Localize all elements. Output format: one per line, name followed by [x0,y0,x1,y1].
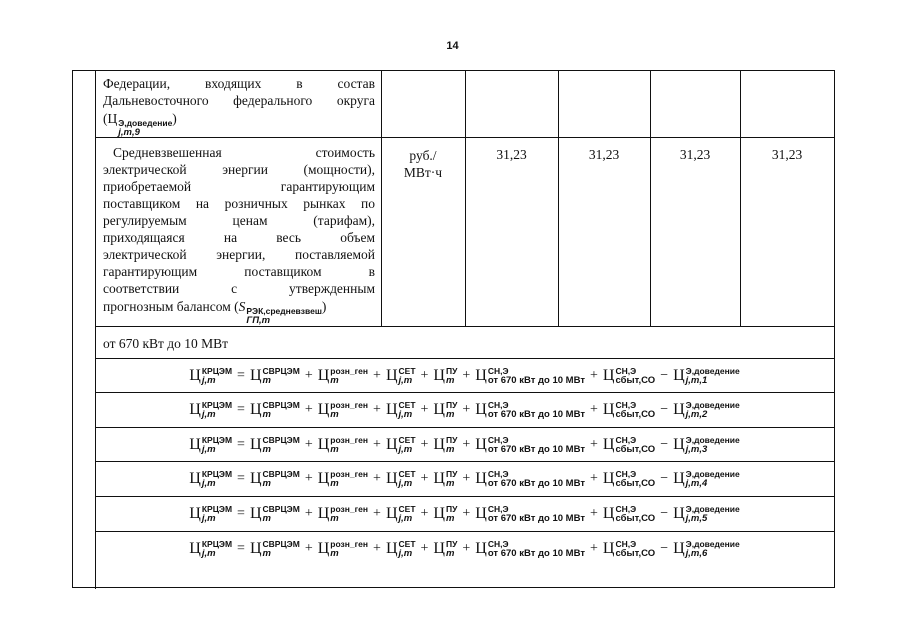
row-top-line: Дальневосточного федерального округа [103,93,375,108]
table-divider [465,71,466,326]
section-title: от 670 кВт до 10 МВт [103,336,229,351]
value-cell: 31,23 [679,147,711,162]
weighted-description: Средневзвешенная стоимость электрической энергии (мощности), приобретаемой гарантирующим поставщиком на розничных рынках по регулируемым ценам (тарифам), приходящаяся на весь объем электрической энергии, поставляемой гарантирующим поставщиком в соответствии с утвержденным прогнозным балансом (S РЭК,средневзвеш ГП,m ) [103,145,375,326]
formula-row: Ц КРЦЭМ j,m = Ц СВРЦЭМ m + Ц розн_ген m + Ц СЕТ j,m + Ц ПУ m + Ц СН,Э от 670 кВт до 10 МВт + Ц СН,Э сбыт,СО − Ц Э,доведение j,m,5 [189,504,740,524]
value-cell: 31,23 [588,147,620,162]
table-divider [95,137,834,138]
formula-row: Ц КРЦЭМ j,m = Ц СВРЦЭМ m + Ц розн_ген m + Ц СЕТ j,m + Ц ПУ m + Ц СН,Э от 670 кВт до 10 МВт + Ц СН,Э сбыт,СО − Ц Э,доведение j,m,4 [189,469,740,489]
formula-row: Ц КРЦЭМ j,m = Ц СВРЦЭМ m + Ц розн_ген m + Ц СЕТ j,m + Ц ПУ m + Ц СН,Э от 670 кВт до 10 МВт + Ц СН,Э сбыт,СО − Ц Э,доведение j,m,6 [189,539,740,559]
formula-row: Ц КРЦЭМ j,m = Ц СВРЦЭМ m + Ц розн_ген m + Ц СЕТ j,m + Ц ПУ m + Ц СН,Э от 670 кВт до 10 МВт + Ц СН,Э сбыт,СО − Ц Э,доведение j,m,3 [189,435,740,455]
table-divider [95,326,834,327]
unit-cell: руб./ МВт·ч [403,148,443,180]
value-cell: 31,23 [771,147,803,162]
table-divider [650,71,651,326]
table-divider [558,71,559,326]
table-divider [740,71,741,326]
formula-row: Ц КРЦЭМ j,m = Ц СВРЦЭМ m + Ц розн_ген m + Ц СЕТ j,m + Ц ПУ m + Ц СН,Э от 670 кВт до 10 МВт + Ц СН,Э сбыт,СО − Ц Э,доведение j,m,1 [189,366,740,386]
row-top-line: Федерации, входящих в состав [103,76,375,91]
table-divider [381,71,382,326]
tariff-table [72,70,835,588]
value-cell: 31,23 [496,147,527,162]
formula-row: Ц КРЦЭМ j,m = Ц СВРЦЭМ m + Ц розн_ген m + Ц СЕТ j,m + Ц ПУ m + Ц СН,Э от 670 кВт до 10 МВт + Ц СН,Э сбыт,СО − Ц Э,доведение j,m,2 [189,400,740,420]
page-number: 14 [446,40,459,52]
row-top-symbol: (Ц Э,доведение j,m,9 ) [103,111,177,138]
